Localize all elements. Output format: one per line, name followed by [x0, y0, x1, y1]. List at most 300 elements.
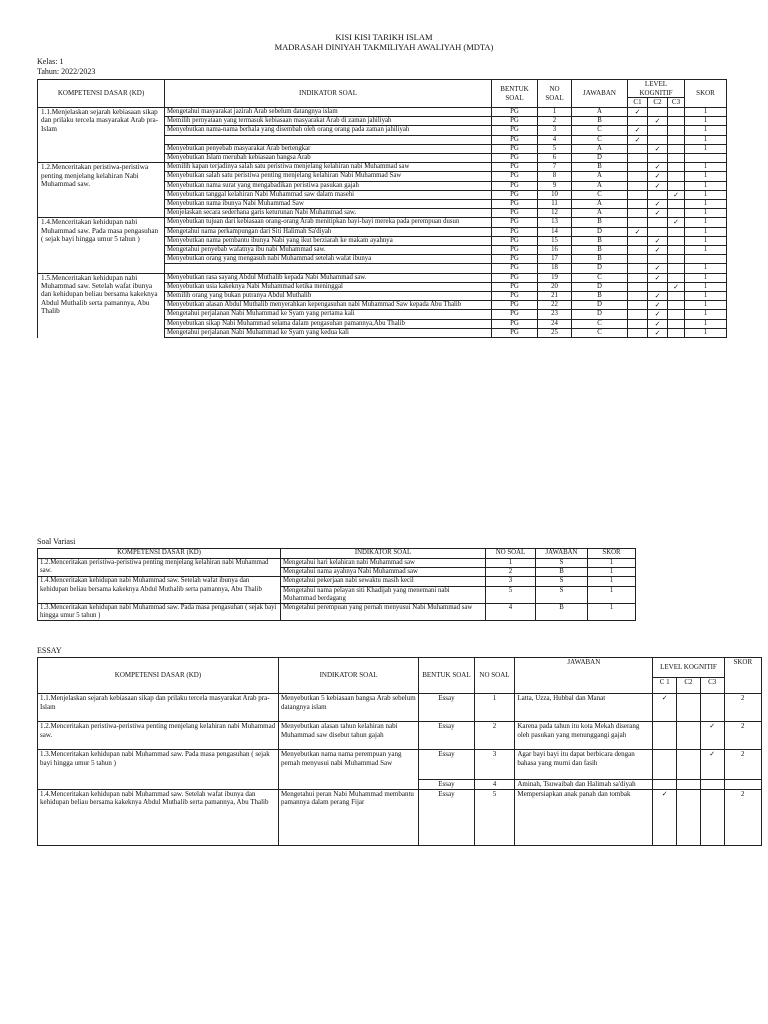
no-soal-cell: 2 [474, 722, 515, 750]
c3-check [668, 292, 685, 301]
table-row [38, 694, 762, 722]
no-soal-cell: 4 [474, 780, 515, 790]
jawaban-cell: C [572, 328, 628, 337]
jawaban-cell: B [572, 218, 628, 227]
jawaban-cell: B [572, 117, 628, 126]
indikator-cell: Menyebutkan alasan Abdul Muthalib menyerahkan kepengasuhan nabi Muhammad Saw kepada Abu Thalib [165, 301, 492, 310]
variasi-header-indikator: INDIKATOR SOAL [281, 549, 486, 559]
no-soal-cell: 23 [538, 310, 572, 319]
c3-check [668, 126, 685, 135]
indikator-cell: Menyebutkan usia kakeknya Nabi Muhammad ketika meninggal [165, 282, 492, 291]
c1-check [628, 328, 648, 337]
essay-table [37, 657, 762, 846]
skor-cell [724, 780, 761, 790]
table-row [38, 163, 727, 172]
no-soal-cell: 25 [538, 328, 572, 337]
c2-check [648, 255, 668, 264]
jawaban-cell: D [572, 282, 628, 291]
skor-cell: 1 [588, 586, 636, 603]
indikator-cell: Menyebutkan penyebab masyarakat Arab bertengkar [165, 144, 492, 153]
no-soal-cell: 24 [538, 319, 572, 328]
c3-check [668, 319, 685, 328]
c2-check: ✓ [648, 301, 668, 310]
c3-check [668, 200, 685, 209]
kd-cell: 1.4.Menceritakan kehidupan nabi Muhammad saw. Setelah wafat ibunya dan kehidupan beliau bersama kakeknya Abdul Muthalib serta pamannya, Abu Thalib [38, 577, 281, 604]
c1-check [628, 246, 648, 255]
indikator-cell: Mengetahui hari kelahiran nabi Muhammad saw [281, 559, 486, 568]
c2-check: ✓ [648, 292, 668, 301]
c3-check [668, 328, 685, 337]
c3-check: ✓ [700, 750, 724, 780]
no-soal-cell: 21 [538, 292, 572, 301]
essay-header-c1: C 1 [653, 678, 677, 694]
jawaban-cell: B [572, 236, 628, 245]
indikator-cell: Menyebutkan salah satu peristiwa penting menjelang kelahiran Nabi Muhammad Saw [165, 172, 492, 181]
jawaban-cell: C [572, 273, 628, 282]
skor-cell: 2 [724, 694, 761, 722]
c2-check [677, 750, 701, 780]
c3-check: ✓ [668, 218, 685, 227]
bentuk-cell: Essay [419, 780, 474, 790]
jawaban-cell: C [572, 190, 628, 199]
kd-cell: 1.2.Menceritakan peristiwa-peristiwa penting menjelang kelahiran nabi Muhammad saw. [38, 559, 281, 577]
indikator-cell: Menyebutkan nama-nama berhala yang disembah oleh orang orang pada zaman jahiliyah [165, 126, 492, 135]
skor-cell [685, 154, 727, 163]
jawaban-cell: B [572, 246, 628, 255]
kd-cell: 1.4.Menceritakan kehidupan nabi Muhammad saw. Pada masa pengasuhan ( sejak bayi hingga umur 5 tahun ) [38, 218, 165, 273]
indikator-cell: Mengetahui pekerjaan nabi sewaktu masih kecil [281, 577, 486, 586]
no-soal-cell: 5 [474, 789, 515, 845]
skor-cell: 1 [685, 328, 727, 337]
c1-check [628, 181, 648, 190]
c3-check [668, 117, 685, 126]
jawaban-cell: Aminah, Tsuwaibah dan Halimah sa'diyah [515, 780, 653, 790]
skor-cell: 1 [588, 559, 636, 568]
essay-body [38, 694, 762, 846]
kisi-kisi-body [38, 108, 727, 338]
no-soal-cell: 4 [538, 135, 572, 144]
table-row [38, 789, 762, 845]
indikator-cell: Menyebutkan orang yang mengasuh nabi Muhammad setelah wafat ibunya [165, 255, 492, 264]
no-soal-cell: 3 [538, 126, 572, 135]
essay-header-level: LEVEL KOGNITIF [653, 658, 724, 678]
no-soal-cell: 11 [538, 200, 572, 209]
no-soal-cell: 12 [538, 209, 572, 218]
skor-cell [685, 255, 727, 264]
skor-cell: 1 [685, 190, 727, 199]
c2-check: ✓ [648, 172, 668, 181]
bentuk-cell: PG [492, 292, 538, 301]
c2-check: ✓ [648, 319, 668, 328]
variasi-header-kd: KOMPETENSI DASAR (KD) [38, 549, 281, 559]
bentuk-cell: PG [492, 209, 538, 218]
c1-check [628, 255, 648, 264]
skor-cell: 1 [685, 227, 727, 236]
c3-check [700, 780, 724, 790]
c2-check [648, 126, 668, 135]
skor-cell: 1 [685, 144, 727, 153]
skor-cell: 1 [685, 282, 727, 291]
no-soal-cell: 19 [538, 273, 572, 282]
c1-check [628, 172, 648, 181]
variasi-heading: Soal Variasi [37, 537, 76, 546]
c2-check [648, 218, 668, 227]
indikator-cell: Menyebutkan Islam merubah kebiasaan bangsa Arab [165, 154, 492, 163]
jawaban-cell: A [572, 144, 628, 153]
jawaban-cell: A [572, 172, 628, 181]
c3-check [668, 154, 685, 163]
c2-check [648, 282, 668, 291]
bentuk-cell: PG [492, 319, 538, 328]
c2-check [648, 190, 668, 199]
kelas-label: Kelas: 1 [37, 57, 64, 66]
c1-check [628, 209, 648, 218]
bentuk-cell: PG [492, 163, 538, 172]
c2-check: ✓ [648, 209, 668, 218]
bentuk-cell: PG [492, 236, 538, 245]
skor-cell: 1 [588, 568, 636, 577]
indikator-cell: Mengetahui perjalanan Nabi Muhammad ke Syam yang pertama kali [165, 310, 492, 319]
c3-check [668, 227, 685, 236]
essay-header-no: NO SOAL [474, 658, 515, 694]
essay-header-indikator: INDIKATOR SOAL [278, 658, 418, 694]
jawaban-cell: B [572, 292, 628, 301]
kd-cell: 1.4.Menceritakan kehidupan nabi Muhammad saw. Setelah wafat ibunya dan kehidupan beliau bersama kakeknya Abdul Muthalib serta pamannya, Abu Thalib [38, 789, 279, 845]
header-no-soal: NO SOAL [538, 80, 572, 108]
soal-variasi-table [37, 548, 636, 621]
no-soal-cell: 18 [538, 264, 572, 273]
indikator-cell: Menyebutkan sikap Nabi Muhammad selama dalam pengasuhan pamannya,Abu Thalib [165, 319, 492, 328]
jawaban-cell: A [572, 200, 628, 209]
skor-cell: 1 [685, 273, 727, 282]
c2-check [648, 154, 668, 163]
c1-check: ✓ [653, 789, 677, 845]
indikator-cell: Mengetahui nama ayahnya Nabi Muhammad saw [281, 568, 486, 577]
skor-cell: 1 [685, 126, 727, 135]
indikator-cell: Menyebutkan 5 kebiasaan bangsa Arab sebelum datangnya islam [278, 694, 418, 722]
bentuk-cell: PG [492, 246, 538, 255]
c1-check: ✓ [628, 135, 648, 144]
bentuk-cell: PG [492, 255, 538, 264]
no-soal-cell: 1 [474, 694, 515, 722]
kd-cell: 1.2.Menceritakan peristiwa-peristiwa penting menjelang kelahiran Nabi Muhammad saw. [38, 163, 165, 218]
header-bentuk-soal: BENTUK SOAL [492, 80, 538, 108]
bentuk-cell: PG [492, 310, 538, 319]
skor-cell: 1 [685, 301, 727, 310]
no-soal-cell: 13 [538, 218, 572, 227]
skor-cell: 1 [685, 310, 727, 319]
bentuk-cell: PG [492, 301, 538, 310]
skor-cell: 1 [685, 181, 727, 190]
no-soal-cell: 16 [538, 246, 572, 255]
jawaban-cell: S [536, 559, 588, 568]
skor-cell: 1 [685, 172, 727, 181]
jawaban-cell: B [572, 163, 628, 172]
jawaban-cell: D [572, 310, 628, 319]
c2-check [677, 789, 701, 845]
header-jawaban: JAWABAN [572, 80, 628, 108]
indikator-cell: Mengetahui penyebab wafatnya ibu nabi Muhammad saw. [165, 246, 492, 255]
c2-check [648, 108, 668, 117]
no-soal-cell: 3 [486, 577, 536, 586]
title-line-2: MADRASAH DINIYAH TAKMILIYAH AWALIYAH (MDTA) [274, 42, 494, 52]
kisi-kisi-table [37, 79, 727, 338]
bentuk-cell: PG [492, 117, 538, 126]
c1-check [628, 282, 648, 291]
header-kd: KOMPETENSI DASAR (KD) [38, 80, 165, 108]
c2-check [648, 135, 668, 144]
indikator-cell: Memilih pernyataan yang termasuk kebiasaan masyarakat Arab di zaman jahiliyah [165, 117, 492, 126]
c2-check: ✓ [648, 246, 668, 255]
header-c2: C2 [648, 98, 668, 108]
jawaban-cell: S [536, 577, 588, 586]
essay-heading: ESSAY [37, 646, 62, 655]
jawaban-cell: Latta, Uzza, Hubbal dan Manat [515, 694, 653, 722]
table-row [38, 722, 762, 750]
indikator-cell: Menjelaskan secara sederhana garis keturunan Nabi Muhammad saw. [165, 209, 492, 218]
c2-check: ✓ [648, 200, 668, 209]
bentuk-cell: Essay [419, 694, 474, 722]
kd-cell: 1.3.Menceritakan kehidupan nabi Muhammad saw. Pada masa pengasuhan ( sejak bayi hingga umur 5 tahun ) [38, 604, 281, 621]
kd-cell: 1.3.Menceritakan kehidupan nabi Muhammad saw. Pada masa pengasuhan ( sejak bayi hingga umur 5 tahun ) [38, 750, 279, 790]
skor-cell: 2 [724, 750, 761, 780]
table-row [38, 750, 762, 780]
c1-check: ✓ [628, 126, 648, 135]
bentuk-cell: PG [492, 172, 538, 181]
indikator-cell: Mengetahui perjalanan Nabi Muhammad ke Syam yang kedua kali [165, 328, 492, 337]
table-row [38, 577, 636, 586]
c2-check [648, 227, 668, 236]
table-row [38, 218, 727, 227]
jawaban-cell: A [572, 108, 628, 117]
c1-check [628, 144, 648, 153]
table-row [38, 108, 727, 117]
c2-check: ✓ [648, 163, 668, 172]
c1-check [628, 310, 648, 319]
skor-cell: 1 [588, 604, 636, 621]
indikator-cell: Mengetahui peran Nabi Muhammad membantu pamannya dalam perang Fijar [278, 789, 418, 845]
skor-cell: 1 [685, 200, 727, 209]
jawaban-cell: A [572, 209, 628, 218]
header-indikator: INDIKATOR SOAL [165, 80, 492, 108]
c1-check [628, 200, 648, 209]
bentuk-cell: PG [492, 181, 538, 190]
bentuk-cell: PG [492, 227, 538, 236]
c3-check [668, 273, 685, 282]
skor-cell: 1 [685, 246, 727, 255]
table-row [38, 559, 636, 568]
c2-check: ✓ [648, 117, 668, 126]
indikator-cell: Memilih orang yang bukan putranya Abdul Muthalib [165, 292, 492, 301]
no-soal-cell: 4 [486, 604, 536, 621]
skor-cell: 1 [685, 117, 727, 126]
indikator-cell [165, 264, 492, 273]
c2-check: ✓ [648, 236, 668, 245]
no-soal-cell: 1 [538, 108, 572, 117]
c3-check [668, 255, 685, 264]
c2-check [677, 694, 701, 722]
jawaban-cell: B [572, 255, 628, 264]
header-c1: C1 [628, 98, 648, 108]
c3-check [700, 789, 724, 845]
jawaban-cell: D [572, 154, 628, 163]
jawaban-cell: Mempersiapkan anak panah dan tombak [515, 789, 653, 845]
c1-check: ✓ [628, 108, 648, 117]
c1-check [628, 218, 648, 227]
skor-cell: 1 [685, 209, 727, 218]
bentuk-cell: PG [492, 190, 538, 199]
c2-check: ✓ [648, 181, 668, 190]
essay-header-c2: C2 [677, 678, 701, 694]
skor-cell: 1 [685, 135, 727, 144]
jawaban-cell: Agar bayi bayi itu dapat berbicara dengan bahasa yang murni dan fasih [515, 750, 653, 780]
header-level-kognitif: LEVEL KOGNITIF [628, 80, 685, 98]
tahun-label: Tahun: 2022/2023 [37, 67, 96, 76]
no-soal-cell: 9 [538, 181, 572, 190]
indikator-cell: Memilih kapan terjadinya salah satu peristiwa menjelang kelahiran nabi Muhammad saw [165, 163, 492, 172]
table-row [38, 604, 636, 621]
no-soal-cell: 5 [486, 586, 536, 603]
no-soal-cell: 15 [538, 236, 572, 245]
bentuk-cell: Essay [419, 789, 474, 845]
jawaban-cell: B [536, 604, 588, 621]
jawaban-cell: S [536, 586, 588, 603]
table-row [38, 273, 727, 282]
jawaban-cell: C [572, 126, 628, 135]
no-soal-cell: 3 [474, 750, 515, 780]
c1-check [628, 163, 648, 172]
skor-cell: 1 [588, 577, 636, 586]
c1-check [653, 750, 677, 780]
skor-cell: 1 [685, 319, 727, 328]
bentuk-cell: PG [492, 200, 538, 209]
c2-check [677, 722, 701, 750]
c3-check [668, 301, 685, 310]
no-soal-cell: 20 [538, 282, 572, 291]
c3-check [668, 246, 685, 255]
indikator-cell: Mengetahui perempuan yang pernah menyusui Nabi Muhammad saw [281, 604, 486, 621]
no-soal-cell: 6 [538, 154, 572, 163]
jawaban-cell: C [572, 319, 628, 328]
indikator-cell: Menyebutkan nama ibunya Nabi Muhammad Saw [165, 200, 492, 209]
c3-check: ✓ [700, 722, 724, 750]
c1-check [628, 117, 648, 126]
essay-header-jawaban: JAWABAN [515, 658, 653, 694]
skor-cell: 1 [685, 108, 727, 117]
no-soal-cell: 8 [538, 172, 572, 181]
c1-check [628, 190, 648, 199]
c2-check: ✓ [648, 310, 668, 319]
indikator-cell: Menyebutkan nama pembantu ibunya Nabi yang ikut berziarah ke makam ayahnya [165, 236, 492, 245]
bentuk-cell: Essay [419, 750, 474, 780]
c1-check [628, 236, 648, 245]
no-soal-cell: 2 [538, 117, 572, 126]
skor-cell: 1 [685, 218, 727, 227]
bentuk-cell: PG [492, 328, 538, 337]
c3-check: ✓ [668, 282, 685, 291]
c3-check [668, 108, 685, 117]
bentuk-cell: PG [492, 264, 538, 273]
no-soal-cell: 10 [538, 190, 572, 199]
header-c3: C3 [668, 98, 685, 108]
bentuk-cell: PG [492, 126, 538, 135]
indikator-cell: Mengetahui nama pelayan siti Khadijah yang menemani nabi Muhammad berdagang [281, 586, 486, 603]
c1-check: ✓ [628, 227, 648, 236]
no-soal-cell: 7 [538, 163, 572, 172]
jawaban-cell: D [572, 227, 628, 236]
variasi-header-jawaban: JAWABAN [536, 549, 588, 559]
c3-check: ✓ [668, 190, 685, 199]
skor-cell: 2 [724, 789, 761, 845]
skor-cell: 1 [685, 236, 727, 245]
jawaban-cell: C [572, 135, 628, 144]
skor-cell: 2 [724, 722, 761, 750]
c3-check [668, 236, 685, 245]
c1-check [628, 264, 648, 273]
c1-check: ✓ [653, 694, 677, 722]
c1-check [628, 301, 648, 310]
header-skor: SKOR [685, 80, 727, 108]
jawaban-cell: B [536, 568, 588, 577]
variasi-header-no: NO SOAL [486, 549, 536, 559]
no-soal-cell: 2 [486, 568, 536, 577]
c1-check [628, 273, 648, 282]
kd-cell: 1.5.Menceritakan kehidupan nabi Muhammad saw. Setelah wafat ibunya dan kehidupan beliau bersama kakeknya Abdul Muthalib serta pamannya, Abu Thalib [38, 273, 165, 337]
no-soal-cell: 17 [538, 255, 572, 264]
c2-check: ✓ [648, 144, 668, 153]
no-soal-cell: 22 [538, 301, 572, 310]
c2-check: ✓ [648, 328, 668, 337]
skor-cell: 1 [685, 292, 727, 301]
jawaban-cell: A [572, 181, 628, 190]
c1-check [628, 292, 648, 301]
kd-cell: 1.1.Menjelaskan sejarah kebiasaan sikap dan prilaku tercela masyarakat Arab pra-Islam [38, 108, 165, 163]
indikator-cell [165, 135, 492, 144]
c1-check [653, 722, 677, 750]
c3-check [668, 264, 685, 273]
variasi-body [38, 559, 636, 621]
c3-check [668, 172, 685, 181]
bentuk-cell: Essay [419, 722, 474, 750]
title-line-1: KISI KISI TARIKH ISLAM [335, 32, 433, 42]
c3-check [668, 181, 685, 190]
no-soal-cell: 1 [486, 559, 536, 568]
c1-check [628, 319, 648, 328]
c3-check [700, 694, 724, 722]
indikator-cell: Menyebutkan nama surat yang mengabadikan peristiwa pasukan gajah [165, 181, 492, 190]
skor-cell: 1 [685, 264, 727, 273]
indikator-cell: Menyebutkan nama nama perempuan yang pernah menyusui nabi Muhammad Saw [278, 750, 418, 790]
c3-check [668, 163, 685, 172]
jawaban-cell: D [572, 264, 628, 273]
c1-check [653, 780, 677, 790]
skor-cell: 1 [685, 163, 727, 172]
indikator-cell: Menyebutkan rasa sayang Abdul Muthalib kepada Nabi Muhammad saw. [165, 273, 492, 282]
essay-header-skor: SKOR [724, 658, 761, 694]
c3-check [668, 135, 685, 144]
indikator-cell: Mengetahui masyarakat jazirah Arab sebelum datangnya islam [165, 108, 492, 117]
document-title [0, 32, 768, 52]
bentuk-cell: PG [492, 273, 538, 282]
c2-check: ✓ [648, 273, 668, 282]
indikator-cell: Mengetahui nama perkampungan dari Siti Halimah Sa'diyah [165, 227, 492, 236]
c3-check [668, 209, 685, 218]
c3-check [668, 310, 685, 319]
variasi-header-skor: SKOR [588, 549, 636, 559]
indikator-cell: Menyebutkan alasan tahun kelahiran nabi Muhammad saw disebut tahun gajah [278, 722, 418, 750]
bentuk-cell: PG [492, 218, 538, 227]
kd-cell: 1.1.Menjelaskan sejarah kebiasaan sikap dan prilaku tercela masyarakat Arab pra-Islam [38, 694, 279, 722]
